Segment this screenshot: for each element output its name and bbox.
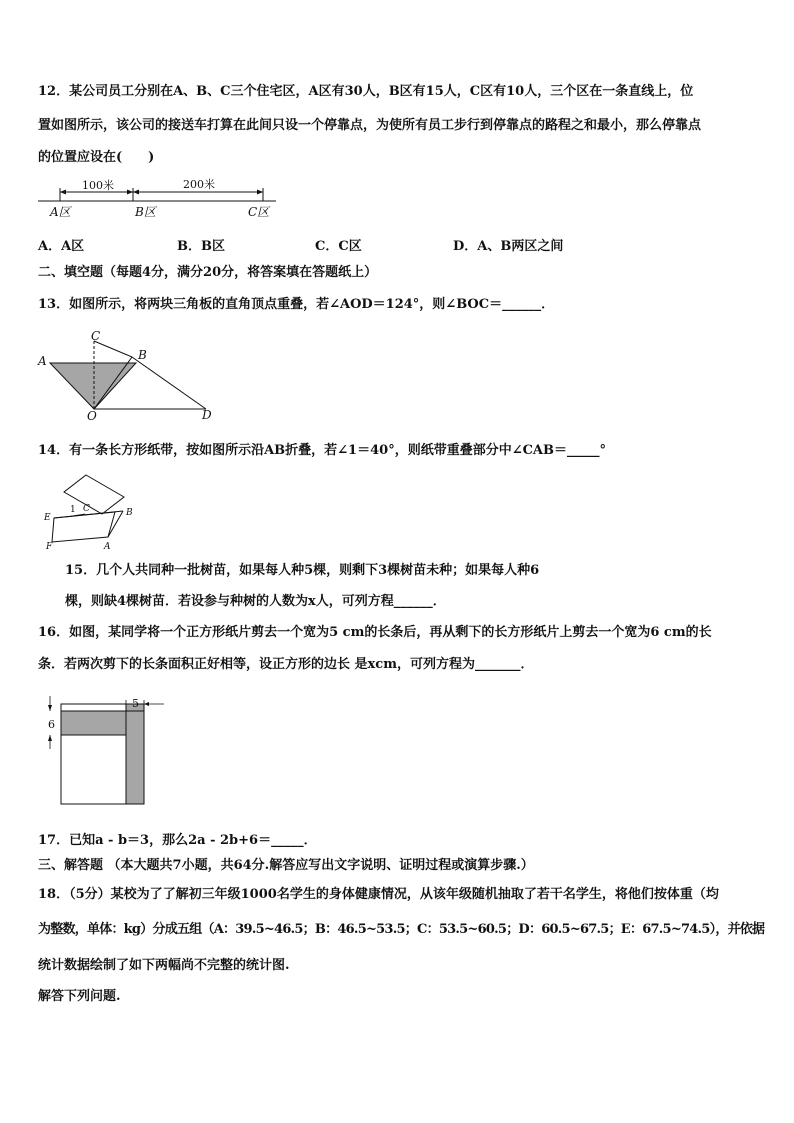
section2-heading: 二、填空题（每题4分，满分20分，将答案填在答题纸上）: [38, 265, 378, 280]
q16-line2: 条．若两次剪下的长条面积正好相等，设正方形的边长 是xcm，可列方程为_______．: [38, 657, 534, 672]
dist-ab-label: 100米: [82, 179, 114, 192]
q13-label-o: O: [87, 409, 97, 423]
q12-figure: [36, 176, 286, 224]
q14-figure: [40, 470, 150, 552]
q12-option-b: B．B区: [177, 239, 225, 254]
dist-bc-label: 200米: [183, 178, 215, 191]
q16-line1: 16．如图，某同学将一个正方形纸片剪去一个宽为5 cm的长条后，再从剩下的长方形纸片上剪去一个宽为6 cm的长: [38, 625, 712, 640]
q16-label-5: 5: [132, 697, 139, 710]
q17-text: 17．已知a - b＝3，那么2a - 2b+6＝_____．: [38, 833, 317, 848]
q14-label-c: C: [83, 504, 90, 514]
q13-label-c: C: [91, 329, 101, 343]
q13-label-d: D: [202, 408, 212, 422]
q13-label-a: A: [38, 354, 47, 368]
q12-option-a: A．A区: [38, 239, 85, 254]
q16-label-6: 6: [48, 718, 55, 731]
q18-line2: 为整数，单体：kg）分成五组（A：39.5~46.5；B：46.5~53.5；C：53.5~60.5；D：60.5~67.5；E：67.5~74.5），并依据: [38, 922, 765, 937]
section3-heading: 三、解答题 （本大题共7小题，共64分.解答应写出文字说明、证明过程或演算步骤.）: [38, 858, 534, 873]
q12-option-c: C．C区: [315, 239, 362, 254]
point-a-label: A区: [50, 205, 71, 219]
q13-label-b: B: [138, 348, 147, 362]
q12-line2: 置如图所示，该公司的接送车打算在此间只设一个停靠点，为使所有员工步行到停靠点的路程之和最小，那么停靠点: [38, 118, 702, 133]
q18-line1: 18．（5分）某校为了了解初三年级1000名学生的身体健康情况，从该年级随机抽取了若干名学生，将他们按体重（均: [38, 887, 719, 902]
q18-line4: 解答下列问题.: [38, 989, 121, 1004]
q14-text: 14．有一条长方形纸带，按如图所示沿AB折叠，若∠1＝40°，则纸带重叠部分中∠CAB＝_____°: [38, 443, 607, 458]
q14-label-a: A: [104, 542, 111, 552]
q12-line1: 12．某公司员工分别在A、B、C三个住宅区，A区有30人，B区有15人，C区有10人，三个区在一条直线上，位: [38, 84, 694, 99]
q12-line3: 的位置应设在( ): [38, 150, 155, 165]
q14-label-1: 1: [70, 505, 76, 515]
q15-line2: 棵，则缺4棵树苗．若设参与种树的人数为x人，可列方程______．: [65, 594, 446, 609]
q13-text: 13．如图所示，将两块三角板的直角顶点重叠，若∠AOD＝124°，则∠BOC＝______．: [38, 297, 555, 312]
q13-figure: [36, 330, 226, 422]
q15-line1: 15．几个人共同种一批树苗，如果每人种5棵，则剩下3棵树苗未种；如果每人种6: [65, 563, 540, 578]
point-b-label: B区: [135, 205, 156, 219]
q14-label-e: E: [44, 513, 51, 523]
q16-figure: [44, 694, 174, 809]
q14-label-b: B: [126, 508, 133, 518]
q12-option-d: D．A、B两区之间: [453, 239, 564, 254]
q14-label-f: F: [46, 542, 53, 552]
q18-line3: 统计数据绘制了如下两幅尚不完整的统计图.: [38, 958, 290, 973]
point-c-label: C区: [248, 205, 270, 219]
